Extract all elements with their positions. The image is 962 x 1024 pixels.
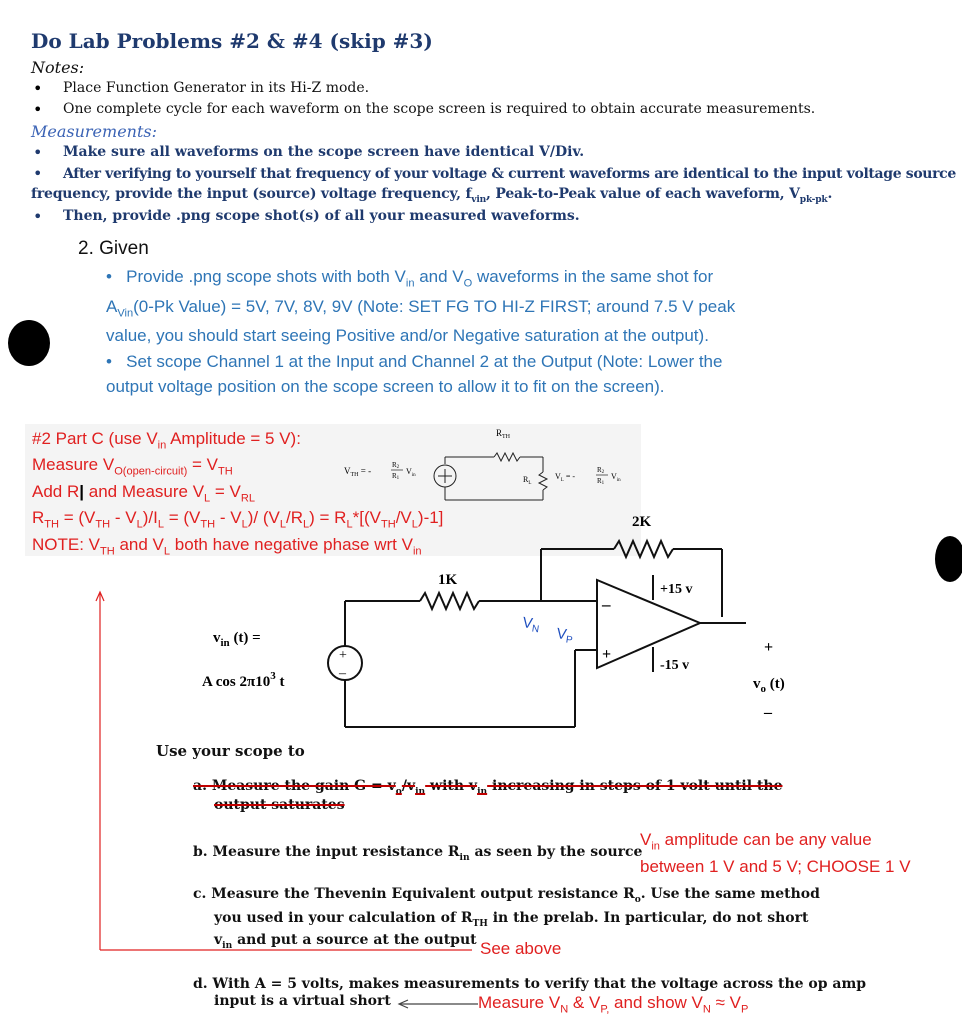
vl-equation: $V_L$ = - (555, 472, 576, 483)
resistor-2k-label: 2K (632, 514, 652, 530)
vin-label: $v_{in}$ (t) = (213, 630, 261, 649)
vl-vin: $V_{in}$ (611, 472, 621, 483)
vin-expression: A $\cos 2\pi 10^3$ t (202, 670, 285, 690)
notes-label: Notes: (31, 58, 85, 77)
vth-equation: $V_{TH}$ = - (344, 466, 372, 478)
vo-label: $v_o$ (t) (753, 676, 785, 695)
measurement-item: Then, provide .png scope shot(s) of all your measured waveforms. (63, 208, 580, 224)
vth-vin: $V_{in}$ (406, 467, 416, 478)
bullet-icon: • (33, 143, 43, 162)
bullet-icon: • (33, 207, 43, 226)
partc-line: #2 Part C (use $V_{in}$ Amplitude = 5 V): (32, 429, 301, 452)
task-b: b. Measure the input resistance $R_{in}$ as seen by the source (193, 844, 643, 863)
task-c-note: See above (480, 939, 562, 958)
note-item: Place Function Generator in its Hi-Z mode. (63, 80, 370, 96)
resistor-2k (614, 541, 673, 557)
measurement-item: Make sure all waveforms on the scope screen have identical V/Div. (63, 144, 585, 160)
rth-label: $R_{TH}$ (496, 428, 511, 440)
source-minus: – (339, 666, 346, 681)
bullet-icon: • (33, 164, 43, 183)
vn-annotation: $V_N$ (521, 614, 540, 636)
partc-line: Measure $V_{O(open-circuit)} = V_{TH}$ (32, 455, 233, 478)
bullet-icon: • (106, 352, 127, 371)
given-line: • Set scope Channel 1 at the Input and Channel 2 at the Output (Note: Lower the (106, 352, 723, 371)
vl-fraction-den: R1 (597, 477, 605, 486)
bullet-icon: • (33, 79, 43, 98)
given-line: • Provide .png scope shots with both $V_{in}$ and $V_O$ waveforms in the same shot for (106, 267, 714, 290)
vo-minus: – (764, 704, 772, 721)
task-b-note: $V_{in}$ amplitude can be any value (640, 830, 872, 853)
given-line: output voltage position on the scope screen to allow it to fit on the screen). (106, 377, 665, 396)
task-c: you used in your calculation of $R_{TH}$ in the prelab. In particular, do not short (214, 910, 809, 929)
partc-line: Add R| and Measure $V_L = V_{RL}$ (32, 482, 256, 505)
given-line: $A_{Vin}(0-Pk$ Value) = 5V, 7V, 8V, 9V (Note: SET FG TO HI-Z FIRST; around 7.5 V peak (106, 297, 736, 320)
task-c: c. Measure the Thevenin Equivalent output resistance $R_o$. Use the same method (193, 886, 820, 905)
tasks-intro: Use your scope to (156, 742, 305, 760)
vth-fraction-den: R1 (392, 472, 400, 481)
note-item: One complete cycle for each waveform on the scope screen is required to obtain accurate measurements. (63, 101, 816, 117)
measurements-label: Measurements: (31, 122, 157, 141)
task-d: input is a virtual short (214, 993, 391, 1009)
vp-annotation: $V_P$ (555, 625, 574, 647)
task-a-cont: output saturates (214, 797, 345, 813)
source-plus: + (339, 648, 347, 663)
page-title: Do Lab Problems #2 & #4 (skip #3) (31, 29, 433, 53)
supply-positive: +15 v (660, 582, 693, 597)
vo-plus: + (764, 639, 774, 656)
opamp-minus: – (602, 595, 611, 614)
given-line: value, you should start seeing Positive and/or Negative saturation at the output). (106, 326, 709, 345)
rl-label: $R_L$ (523, 475, 532, 486)
partc-line: NOTE: $V_{TH}$ and $V_L$ both have negative phase wrt $V_{in}$ (32, 535, 422, 558)
opamp-plus: + (602, 646, 612, 663)
resistor-1k (420, 593, 479, 609)
bullet-icon: • (106, 267, 127, 286)
measurement-item: After verifying to yourself that frequency of your voltage & current waveforms are identical to the input voltage source (63, 166, 956, 182)
bullet-icon: • (33, 100, 43, 119)
partc-line: $R_{TH} = (V_{TH} - V_L)/I_L = (V_{TH} - V_L)/$ $(V_L/R_L) = R_L*[(V_{TH}/V_L)-1]$ (32, 508, 444, 531)
supply-negative: -15 v (660, 658, 690, 673)
given-heading: 2. Given (78, 238, 149, 259)
task-a: a. Measure the gain $G = v_o/v_{in}$ with $v_{in}$ increasing in steps of 1 volt until the (193, 778, 783, 797)
vl-fraction-num: R2 (597, 466, 605, 475)
measurement-item: frequency, provide the input (source) voltage frequency, $f_{vin}$, Peak-to-Peak value of each waveform, $V_{pk-pk}$. (31, 186, 833, 205)
task-d-note: Measure $V_N$ & $V_{P,}$ and show $V_N \approx V_P$ (478, 993, 749, 1016)
task-d: d. With A = 5 volts, makes measurements to verify that the voltage across the op amp (193, 976, 867, 992)
task-b-note: between 1 V and 5 V; CHOOSE 1 V (640, 857, 911, 876)
vth-fraction-num: R2 (392, 461, 400, 470)
task-c: $v_{in}$ and put a source at the output (214, 932, 477, 951)
resistor-1k-label: 1K (438, 572, 458, 588)
